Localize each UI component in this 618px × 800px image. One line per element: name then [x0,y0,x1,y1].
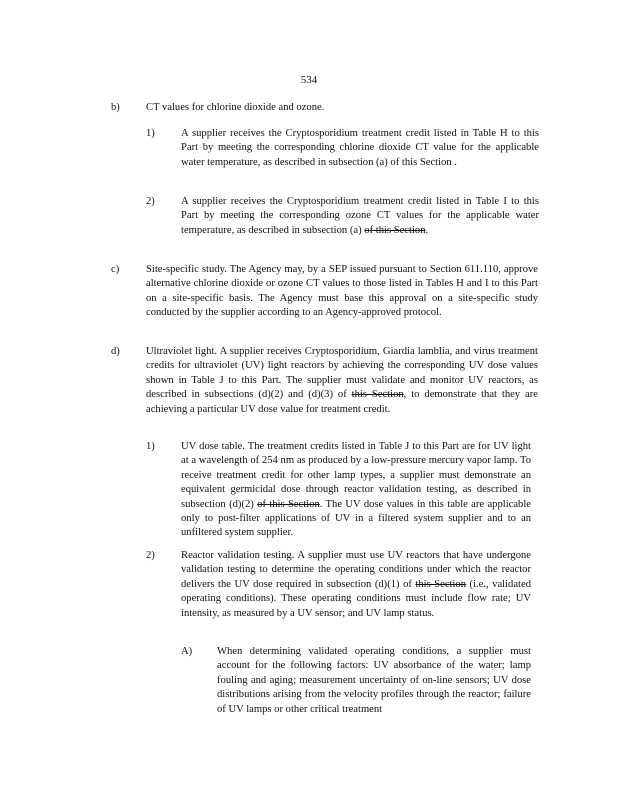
section-b2-text: A supplier receives the Cryptosporidium treatment credit listed in Table I to this Part by meeting the corresponding ozone CT values for the applicable water temperature, as described in subsection (a) of this Section. [181,196,539,236]
section-d2-label: 2) [146,550,155,561]
section-c-text: Site-specific study. The Agency may, by a SEP issued pursuant to Section 611.110, approve alternative chlorine dioxide or ozone CT values to those listed in Tables H and I to this Part on a site-specific basis. The Agency must base this approval on a site-specific study conducted by the supplier according to an Agency-approved protocol. [146,264,538,319]
section-d2-text: Reactor validation testing. A supplier must use UV reactors that have undergone validation testing to determine the operating conditions under which the reactor delivers the UV dose required in subsection (d)(1) of this Section (i.e., validated operating conditions). These operating conditions must include flow rate; UV intensity, as measured by a UV sensor; and UV lamp status. [181,550,532,619]
section-d-text: Ultraviolet light. A supplier receives Cryptosporidium, Giardia lamblia, and virus treatment credits for ultraviolet (UV) light reactors by achieving the corresponding UV dose values shown in Table J to this Part. The supplier must validate and monitor UV reactors, as described in subsections (d)(2) and (d)(3) of this Section, to demonstrate that they are achieving a particular UV dose value for treatment credit. [146,346,538,415]
section-d2a-label: A) [181,646,193,657]
struck-text: this Section [351,389,404,401]
section-d-label: d) [111,346,120,357]
struck-text: of this Section [364,224,426,236]
section-b1-label: 1) [146,128,155,139]
section-d1-label: 1) [146,441,155,452]
section-d2a-text: When determining validated operating conditions, a supplier must account for the following factors: UV absorbance of the water; lamp fouling and aging; measurement uncertainty of on-line sensors; UV dose distributions arising from the velocity profiles through the reactor; failure of UV lamps or other critical treatment [217,646,531,715]
struck-text: of this Section [257,498,320,510]
section-c-label: c) [111,264,120,275]
struck-text: this Section [415,578,467,590]
page-number: 534 [300,74,318,86]
section-b-label: b) [111,102,120,113]
section-b1-text: A supplier receives the Cryptosporidium treatment credit listed in Table H to this Part by meeting the corresponding chlorine dioxide CT value for the applicable water temperature, as described in subsection (a) of this Section . [181,128,539,168]
section-b-heading: CT values for chlorine dioxide and ozone. [146,102,325,113]
section-d1-text: UV dose table. The treatment credits listed in Table J to this Part are for UV light at a wavelength of 254 nm as produced by a low-pressure mercury vapor lamp. To receive treatment credit for other lamp types, a supplier must demonstrate an equivalent germicidal dose through reactor validation testing, as described in subsection (d)(2) of this Section. The UV dose values in this table are applicable only to post-filter applications of UV in a filtered system supplier and to an unfiltered system supplier. [181,441,531,539]
section-b2-label: 2) [146,196,155,207]
